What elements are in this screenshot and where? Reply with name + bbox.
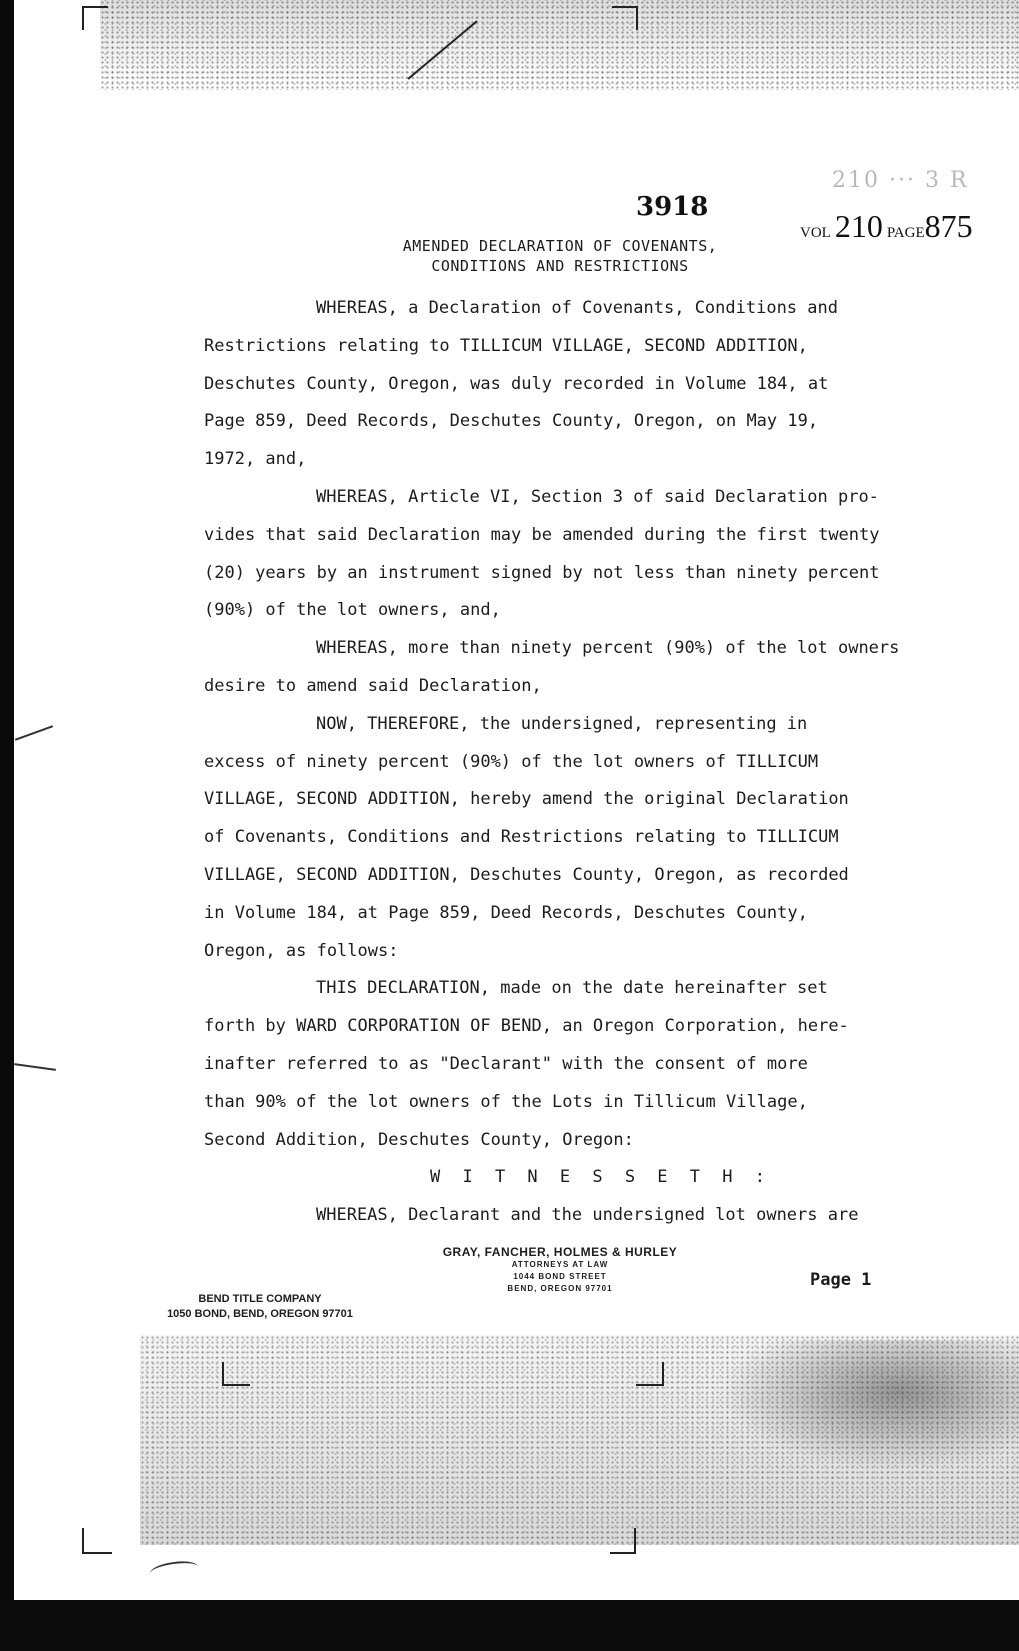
crop-mark-top-right — [612, 6, 638, 30]
body-line: Oregon, as follows: — [204, 940, 399, 961]
body-line: desire to amend said Declaration, — [204, 675, 542, 696]
body-line: (20) years by an instrument signed by not less than ninety percent — [204, 562, 880, 583]
body-line: Restrictions relating to TILLICUM VILLAGE, SECOND ADDITION, — [204, 335, 808, 356]
crop-mark-mid-left — [222, 1362, 250, 1386]
body-line: WHEREAS, Declarant and the undersigned lot owners are — [316, 1205, 859, 1226]
pen-scrawl — [149, 1559, 199, 1582]
body-line: excess of ninety percent (90%) of the lot owners of TILLICUM — [204, 751, 819, 772]
body-line: (90%) of the lot owners, and, — [204, 600, 501, 621]
body-line: NOW, THEREFORE, the undersigned, representing in — [316, 713, 808, 734]
document-body — [204, 290, 964, 1235]
firm-name: GRAY, FANCHER, HOLMES & HURLEY — [442, 1245, 678, 1259]
page-number-stamp: 875 — [924, 208, 973, 244]
page-label-stamp: PAGE — [886, 225, 925, 241]
document-number: 3918 — [636, 192, 709, 222]
crop-mark-top-left — [82, 6, 108, 30]
crop-mark-mid-right — [636, 1362, 664, 1386]
witnesseth-heading: W I T N E S S E T H : — [430, 1167, 771, 1188]
title-company-name: BEND TITLE COMPANY — [198, 1293, 322, 1305]
firm-line: ATTORNEYS AT LAW — [511, 1260, 609, 1269]
title-company-block — [140, 1292, 380, 1322]
vol-label: VOL — [800, 225, 831, 241]
body-line: WHEREAS, Article VI, Section 3 of said Declaration pro- — [316, 486, 879, 507]
firm-line: 1044 BOND STREET — [513, 1272, 607, 1281]
title-line: CONDITIONS AND RESTRICTIONS — [431, 257, 689, 275]
attorney-block — [410, 1245, 710, 1295]
body-line: than 90% of the lot owners of the Lots in Tillicum Village, — [204, 1091, 808, 1112]
body-line: 1972, and, — [204, 449, 307, 470]
body-line: Page 859, Deed Records, Deschutes County, Oregon, on May 19, — [204, 411, 819, 432]
body-line: Second Addition, Deschutes County, Oregon: — [204, 1129, 634, 1150]
body-line: inafter referred to as "Declarant" with the consent of more — [204, 1053, 808, 1074]
volume-page-stamp — [800, 208, 973, 245]
scan-left-edge — [0, 0, 14, 1651]
body-line: WHEREAS, more than ninety percent (90%) of the lot owners — [316, 638, 900, 659]
margin-mark — [15, 725, 53, 741]
body-line: VILLAGE, SECOND ADDITION, hereby amend the original Declaration — [204, 789, 849, 810]
body-line: Deschutes County, Oregon, was duly recorded in Volume 184, at — [204, 373, 829, 394]
document-title — [300, 236, 820, 276]
scan-bottom-edge — [0, 1600, 1019, 1651]
body-line: of Covenants, Conditions and Restrictions relating to TILLICUM — [204, 827, 839, 848]
margin-mark — [14, 1063, 56, 1071]
body-line: VILLAGE, SECOND ADDITION, Deschutes County, Oregon, as recorded — [204, 864, 849, 885]
body-line: WHEREAS, a Declaration of Covenants, Conditions and — [316, 298, 838, 318]
body-line: forth by WARD CORPORATION OF BEND, an Oregon Corporation, here- — [204, 1016, 849, 1037]
scan-noise-dark-patch — [720, 1340, 1019, 1470]
body-line: in Volume 184, at Page 859, Deed Records, Deschutes County, — [204, 902, 808, 923]
firm-line: BEND, OREGON 97701 — [507, 1284, 613, 1293]
vol-number: 210 — [834, 208, 883, 244]
faint-reference: 210 ··· 3 R — [832, 168, 969, 193]
body-line: vides that said Declaration may be amended during the first twenty — [204, 524, 880, 545]
crop-mark-bottom-left — [82, 1528, 112, 1554]
crop-mark-bottom-right — [610, 1528, 636, 1554]
scan-noise-top — [100, 0, 1019, 90]
page-number: Page 1 — [810, 1270, 872, 1290]
title-company-address: 1050 BOND, BEND, OREGON 97701 — [167, 1308, 353, 1320]
body-line: THIS DECLARATION, made on the date hereinafter set — [316, 978, 828, 999]
title-line: AMENDED DECLARATION OF COVENANTS, — [402, 237, 718, 255]
